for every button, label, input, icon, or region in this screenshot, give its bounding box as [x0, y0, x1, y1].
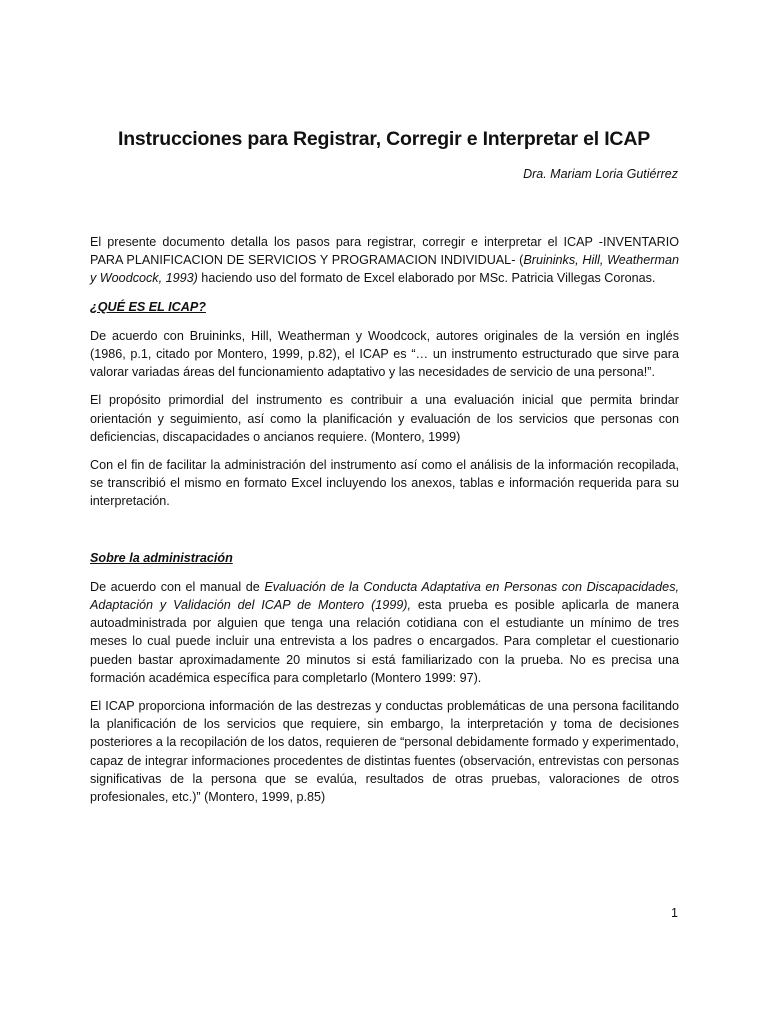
document-body — [90, 233, 679, 816]
section-2-text-2: esta prueba es posible aplicarla de manera autoadministrada por alguien que tenga una relación cotidiana con el estudiante un mínimo de tres meses lo cual puede incluir una entrevista a los padres o encargados. Para completar el cuestionario pueden bastar aproximadamente 20 minutos si está familiarizado con la prueba. No es precisa una formación académica específica para completarlo (Montero 1999: 97). — [90, 598, 679, 685]
manual-title: Evaluación de la Conducta Adaptativa en Personas con Discapacidades, Adaptación y Validación del ICAP de Montero (1999), — [90, 579, 679, 613]
section-heading-administracion: Sobre la administración — [90, 550, 233, 565]
section-2-paragraph-2: El ICAP proporciona información de las destrezas y conductas problemáticas de una persona facilitando la planificación de los servicios que requiere, sin embargo, la interpretación y toma de decisiones posteriores a la recopilación de los datos, requieren de “personal debidamente formado y experimentado, capaz de integrar informaciones procedentes de distintas fuentes (observación, entrevistas con personas significativas de la persona que se evalúa, resultados de otras pruebas, valoraciones de otros profesionales, etc.)” (Montero, 1999, p.85) — [90, 699, 679, 805]
section-2-text-1: De acuerdo con el manual de — [90, 579, 265, 594]
section-2-paragraph-1 — [90, 578, 679, 687]
intro-text-2: haciendo uso del formato de Excel elaborado por MSc. Patricia Villegas Coronas. — [197, 271, 656, 286]
section-1-paragraph-1: De acuerdo con Bruininks, Hill, Weatherman y Woodcock, autores originales de la versión en inglés (1986, p.1, citado por Montero, 1999, p.82), el ICAP es “… un instrumento estructurado que sirve para valorar variadas áreas del funcionamiento adaptativo y las necesidades de servicio de una persona!”. — [90, 328, 679, 380]
intro-text-1: El presente documento detalla los pasos para registrar, corregir e interpretar el ICAP -INVENTARIO PARA PLANIFICACION DE SERVICIOS Y PROGRAMACION INDIVIDUAL- ( — [90, 235, 679, 268]
page-number: 1 — [671, 906, 678, 920]
intro-citation: Bruininks, Hill, Weatherman y Woodcock, 1993) — [90, 253, 680, 286]
document-title: Instrucciones para Registrar, Corregir e Interpretar el ICAP — [117, 128, 651, 150]
intro-paragraph — [90, 233, 679, 288]
section-1-paragraph-3: Con el fin de facilitar la administración del instrumento así como el análisis de la información recopilada, se transcribió el mismo en formato Excel incluyendo los anexos, tablas e información requerida para su interpretación. — [90, 458, 679, 509]
section-heading-que-es: ¿QUÉ ES EL ICAP? — [90, 299, 206, 314]
section-1-paragraph-2: El propósito primordial del instrumento es contribuir a una evaluación inicial que permita brindar orientación y seguimiento, así como la planificación y evaluación de los servicios que personas con deficiencias, discapacidades o ancianos requiere. (Montero, 1999) — [90, 393, 679, 444]
document-author: Dra. Mariam Loria Gutiérrez — [523, 167, 678, 181]
